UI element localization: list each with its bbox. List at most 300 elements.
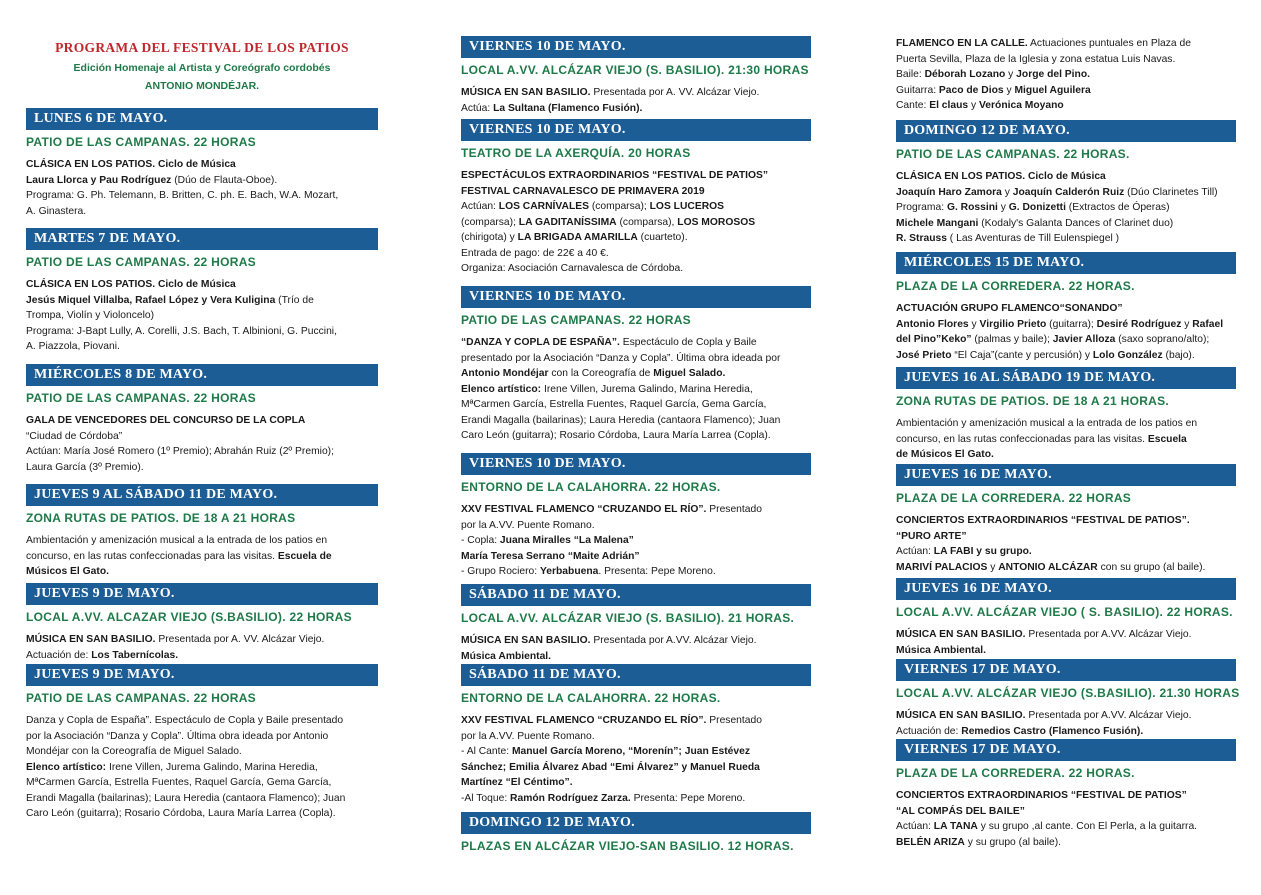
event-detail-line [461,428,811,444]
bold-text: XXV FESTIVAL FLAMENCO “CRUZANDO EL RÍO”. [461,715,707,726]
text: Espectáculo de Copla y Baile [619,337,757,348]
event-detail-line [26,775,378,791]
text: (comparsa), [616,216,678,228]
event-detail-line [26,564,378,580]
event-detail-line [896,67,1236,83]
event-detail-line [896,231,1236,247]
event-block [896,659,1240,739]
text: Presentada por A. VV. Alcázar Viejo. [155,634,325,645]
event-detail-line [26,806,378,822]
text: Actúan: [896,821,934,832]
event-date-header: JUEVES 16 AL SÁBADO 19 DE MAYO. [896,367,1236,389]
bold-text: Paco de Dios [938,84,1004,96]
event-detail-line [461,713,811,729]
event-venue: LOCAL A.VV. ALCÁZAR VIEJO (S.BASILIO). 21.30 HORAS [896,686,1240,700]
event-detail-line [461,246,811,262]
bold-text: MÚSICA EN SAN BASILIO. [896,710,1026,721]
bold-text: Antonio Flores [896,318,969,330]
text: y [997,202,1009,213]
event-detail-line [896,301,1236,317]
text: (cuarteto). [637,232,688,243]
event-block [896,367,1236,463]
text: (palmas y baile); [971,334,1053,345]
bold-text: del Pino”Keko” [896,334,972,345]
event-detail-line [26,429,378,445]
bold-text: Escuela [1147,433,1187,445]
text: Programa: J-Bapt Lully, A. Corelli, J.S. Bach, T. Albinioni, G. Puccini, [26,325,337,337]
event-detail-line [896,200,1236,216]
event-date-header: MIÉRCOLES 8 DE MAYO. [26,364,378,386]
event-detail-line [461,230,811,246]
text: Programa: [896,202,947,213]
bold-text: FLAMENCO EN LA CALLE. [896,38,1028,49]
event-date-header: MIÉRCOLES 15 DE MAYO. [896,252,1236,274]
event-detail-line [896,348,1236,364]
bold-text: La Sultana (Flamenco Fusión). [493,102,643,114]
event-detail-line [461,649,811,665]
event-detail-line [26,444,378,460]
bold-text: Yerbabuena [539,566,599,577]
bold-text: María Teresa Serrano “Maite Adrián” [461,550,640,562]
event-detail-line [26,413,378,429]
text: MªCarmen García, Estrella Fuentes, Raquel García, Gema García, [26,777,332,788]
event-date-header: JUEVES 9 DE MAYO. [26,664,378,686]
event-date-header: JUEVES 16 DE MAYO. [896,464,1236,486]
text: Presentada por A.VV. Alcázar Viejo. [1025,629,1192,640]
event-block [896,578,1236,658]
text: Danza y Copla de España”. Espectáculo de Copla y Baile presentado [26,715,344,726]
event-venue: ZONA RUTAS DE PATIOS. DE 18 A 21 HORAS. [896,394,1170,408]
event-detail-line [26,339,378,355]
event-detail-line [896,169,1236,185]
event-venue: PATIO DE LAS CAMPANAS. 22 HORAS [26,391,256,405]
bold-text: R. Strauss [896,233,947,244]
event-detail-line [461,791,811,807]
bold-text: Martínez “El Céntimo”. [461,777,573,788]
event-detail-line [461,518,811,534]
event-detail-line [26,293,378,309]
event-detail-line [896,804,1236,820]
event-detail-line [461,633,811,649]
event-block [26,484,378,580]
event-detail-line [26,648,378,664]
event-detail-line [896,52,1236,68]
text: por la A.VV. Puente Romano. [461,519,595,531]
bold-text: LA GADITANÍSSIMA [518,216,617,228]
text: Caro León (guitarra); Rosario Córdoba, Laura María Larrea (Copla). [461,430,771,441]
text: - Grupo Rociero: [461,566,540,577]
event-block [461,584,811,664]
text: (Extractos de Óperas) [1065,202,1170,213]
text: Irene Villen, Jurema Galindo, Marina Heredia, [541,383,753,395]
bold-text: Elenco artístico: [26,761,107,773]
text: concurso, en las rutas confeccionadas para las visitas. [26,550,278,562]
text: y [1003,84,1015,96]
event-block [896,252,1236,363]
bold-text: ACTUACIÓN GRUPO FLAMENCO“SONANDO” [896,303,1123,314]
event-detail-line [26,188,378,204]
event-venue: TEATRO DE LA AXERQUÍA. 20 HORAS [461,146,691,160]
event-venue: PATIO DE LAS CAMPANAS. 22 HORAS [461,313,691,327]
event-detail-line [461,85,811,101]
event-detail-line [461,549,811,565]
event-detail-line [896,708,1236,724]
bold-text: GALA DE VENCEDORES DEL CONCURSO DE LA COPLA [26,415,306,426]
event-detail-line [461,413,811,429]
event-detail-line [896,529,1236,545]
text: con su grupo (al baile). [1097,561,1206,573]
bold-text: Música Ambiental. [461,650,552,662]
text: Actúa: [461,102,494,114]
event-date-header: SÁBADO 11 DE MAYO. [461,584,811,606]
event-detail-line [26,308,378,324]
event-detail-line [896,627,1236,643]
bold-text: Lolo González [1092,349,1163,361]
event-detail-line [461,199,811,215]
event-detail-line [896,544,1236,560]
event-detail-line [26,549,378,565]
program-title-block [26,40,378,92]
event-date-header: MARTES 7 DE MAYO. [26,228,378,250]
event-venue: ZONA RUTAS DE PATIOS. DE 18 A 21 HORAS [26,511,296,525]
event-detail-line [896,819,1236,835]
text: -Al Toque: [461,792,511,804]
text: (Dúo de Flauta-Oboe). [171,174,278,186]
bold-text: XXV FESTIVAL FLAMENCO “CRUZANDO EL RÍO”. [461,504,707,515]
text: Presentado [706,504,762,515]
event-detail-line [896,835,1236,851]
bold-text: Jesús Miquel Villalba, Rafael López y Vera Kuligina [26,294,276,306]
bold-text: Virgilio Prieto [979,318,1047,330]
event-detail-line [26,204,378,220]
event-detail-line [896,560,1236,576]
text: concurso, en las rutas confeccionadas para las visitas. [896,433,1148,445]
bold-text: G. Rossini [946,202,998,213]
text: (chirigota) y [461,232,518,243]
bold-text: Michele Mangani [896,217,979,229]
text: Caro León (guitarra); Rosario Córdoba, Laura María Larrea (Copla). [26,808,336,819]
text: Actúan: [461,201,499,212]
bold-text: LOS MOROSOS [677,216,756,228]
event-detail-line [896,788,1236,804]
event-date-header: VIERNES 17 DE MAYO. [896,659,1236,681]
event-venue: ENTORNO DE LA CALAHORRA. 22 HORAS. [461,691,721,705]
event-detail-line [461,168,811,184]
event-block [461,812,811,861]
text: Presentado [706,715,762,726]
event-detail-line [26,533,378,549]
bold-text: Laura Llorca y Pau Rodríguez [26,174,172,186]
event-block [461,36,811,116]
text: Guitarra: [896,84,939,96]
event-block [896,464,1236,575]
bold-text: ESPECTÁCULOS EXTRAORDINARIOS “FESTIVAL DE PATIOS” [461,170,769,181]
text: Cante: [896,100,930,111]
text: Presenta: Pepe Moreno. [630,792,746,804]
text: Actúan: María José Romero (1º Premio); Abrahán Ruiz (2º Premio); [26,446,334,457]
bold-text: Sánchez; Emilia Álvarez Abad “Emi Álvarez” y Manuel Rueda [461,761,760,773]
bold-text: LA TANA [933,821,978,832]
text: - Copla: [461,535,500,546]
text: (bajo). [1162,349,1195,361]
event-detail-line [461,729,811,745]
bold-text: Joaquín Haro Zamora [896,186,1002,198]
event-detail-line [461,533,811,549]
event-venue: LOCAL A.VV. ALCÁZAR VIEJO (S. BASILIO). 21:30 HORAS [461,63,809,77]
text: Actuaciones puntuales en Plaza de [1027,38,1191,49]
bold-text: Escuela de [277,550,332,562]
text: Actúan: [896,546,934,557]
event-date-header: LUNES 6 DE MAYO. [26,108,378,130]
event-detail-line [461,351,811,367]
bold-text: Remedios Castro (Flamenco Fusión). [961,725,1144,737]
bold-text: LOS LUCEROS [649,201,725,212]
bold-text: Los Tabernícolas. [91,649,179,661]
bold-text: Rafael [1192,318,1224,330]
bold-text: Desiré Rodríguez [1096,318,1182,330]
text: Erandi Magalla (bailarinas); Laura Heredia (cantaora Flamenco); Juan [26,792,346,804]
event-detail-line [26,729,378,745]
text: (Trío de [275,294,314,306]
bold-text: LOS CARNÍVALES [498,201,589,212]
bold-text: ANTONIO ALCÁZAR [998,561,1098,573]
text: - Al Cante: [461,746,512,757]
text: y su grupo (al baile). [964,836,1061,848]
event-block [26,364,378,475]
event-detail-line [896,185,1236,201]
text: Puerta Sevilla, Plaza de la Iglesia y zona estatua Luis Navas. [896,53,1176,65]
event-detail-line [26,157,378,173]
bold-text: G. Donizetti [1008,202,1066,213]
bold-text: Miguel Salado. [653,368,726,379]
event-detail-line [26,324,378,340]
text: con la Coreografía de [548,368,654,379]
event-detail-line [461,744,811,760]
event-venue: LOCAL A.VV. ALCÁZAR VIEJO (S. BASILIO). 21 HORAS. [461,611,795,625]
event-block [461,453,811,580]
text: (comparsa); [461,216,519,228]
text: . Presenta: Pepe Moreno. [598,566,716,577]
program-honoree: ANTONIO MONDÉJAR. [144,80,260,92]
event-detail-line [26,277,378,293]
event-detail-line [461,366,811,382]
text: y [1005,69,1017,80]
bold-text: Verónica Moyano [979,100,1064,111]
event-block [26,664,378,822]
bold-text: “DANZA Y COPLA DE ESPAÑA”. [461,337,620,348]
event-block [896,739,1236,850]
text: presentado por la Asociación “Danza y Copla”. Última obra ideada por [461,352,781,364]
text: A. Ginastera. [26,205,87,217]
bold-text: Javier Alloza [1052,334,1116,345]
event-detail-line [461,382,811,398]
event-venue: PATIO DE LAS CAMPANAS. 22 HORAS [26,691,256,705]
text: Ambientación y amenización musical a la entrada de los patios en [26,535,328,546]
event-detail-line [896,332,1236,348]
bold-text: BELÉN ARIZA [896,836,965,848]
event-detail-line [896,447,1236,463]
event-detail-line [896,643,1236,659]
event-date-header: VIERNES 10 DE MAYO. [461,286,811,308]
event-detail-line [461,564,811,580]
event-venue: LOCAL A.VV. ALCAZAR VIEJO (S.BASILIO). 22 HORAS [26,610,352,624]
event-detail-line [461,261,811,277]
bold-text: Miguel Aguilera [1014,84,1091,96]
event-detail-line [896,83,1236,99]
text: Ambientación y amenización musical a la entrada de los patios en [896,418,1198,429]
bold-text: “AL COMPÁS DEL BAILE” [896,805,1025,817]
program-title: PROGRAMA DEL FESTIVAL DE LOS PATIOS [55,40,349,55]
bold-text: Antonio Mondéjar [461,368,549,379]
bold-text: El claus [929,100,969,111]
text: Erandi Magalla (bailarinas); Laura Heredia (cantaora Flamenco); Juan [461,414,781,426]
text: Presentada por A.VV. Alcázar Viejo. [590,635,757,646]
text: (comparsa); [588,201,650,212]
text: y [968,318,980,330]
event-detail-line [896,216,1236,232]
text: Mondéjar con la Coreografía de Miguel Salado. [26,746,242,757]
bold-text: CLÁSICA EN LOS PATIOS. Ciclo de Música [896,171,1106,182]
event-venue: PLAZA DE LA CORREDERA. 22 HORAS [896,491,1132,505]
bold-text: Manuel García Moreno, “Morenín”; Juan Estévez [511,746,750,757]
event-detail-line [896,98,1236,114]
event-detail-line [461,775,811,791]
event-date-header: SÁBADO 11 DE MAYO. [461,664,811,686]
event-detail-line [26,744,378,760]
text: y [1181,318,1193,330]
event-venue: LOCAL A.VV. ALCÁZAR VIEJO ( S. BASILIO). 22 HORAS. [896,605,1233,619]
text: Laura García (3º Premio). [26,461,144,473]
text: y su grupo ,al cante. Con El Perla, a la guitarra. [977,821,1198,832]
event-venue: PATIO DE LAS CAMPANAS. 22 HORAS [26,255,256,269]
bold-text: José Prieto [896,349,952,361]
text: Organiza: Asociación Carnavalesca de Córdoba. [461,263,684,274]
event-detail-line [461,760,811,776]
bold-text: Músicos El Gato. [26,566,109,577]
text: Actuación de: [896,725,962,737]
bold-text: “PURO ARTE” [896,530,967,542]
bold-text: Déborah Lozano [924,69,1006,80]
event-venue: PLAZA DE LA CORREDERA. 22 HORAS. [896,279,1135,293]
event-date-header: VIERNES 17 DE MAYO. [896,739,1236,761]
text: MªCarmen García, Estrella Fuentes, Raquel García, Gema García, [461,399,767,410]
text: y [1001,186,1013,198]
event-detail-line [896,36,1236,52]
event-date-header: VIERNES 10 DE MAYO. [461,36,811,58]
program-subtitle: Edición Homenaje al Artista y Coreógrafo cordobés [73,62,331,74]
event-detail-line [461,397,811,413]
event-detail-line [26,760,378,776]
event-venue: PATIO DE LAS CAMPANAS. 22 HORAS. [896,147,1130,161]
bold-text: CLÁSICA EN LOS PATIOS. Ciclo de Música [26,279,236,290]
event-date-header: JUEVES 16 DE MAYO. [896,578,1236,600]
text: y [968,100,979,111]
text: (guitarra); [1046,318,1097,330]
event-date-header: DOMINGO 12 DE MAYO. [896,120,1236,142]
event-block [461,664,811,806]
text: (Kodaly's Galanta Dances of Clarinet duo) [978,217,1174,229]
text: Presentada por A. VV. Alcázar Viejo. [590,87,760,98]
event-block [26,583,378,663]
bold-text: Elenco artístico: [461,383,542,395]
text: Programa: G. Ph. Telemann, B. Britten, C. ph. E. Bach, W.A. Mozart, [26,190,339,201]
bold-text: Ramón Rodríguez Zarza. [510,792,631,804]
event-date-header: DOMINGO 12 DE MAYO. [461,812,811,834]
bold-text: LA BRIGADA AMARILLA [517,232,638,243]
event-block [896,36,1236,114]
event-date-header: JUEVES 9 AL SÁBADO 11 DE MAYO. [26,484,378,506]
bold-text: LA FABI y su grupo. [933,546,1032,557]
text: (Dúo Clarinetes Till) [1124,186,1218,198]
text: (saxo soprano/alto); [1115,334,1210,345]
text: “Ciudad de Córdoba” [26,430,123,442]
event-detail-line [896,724,1236,740]
event-block [896,120,1236,247]
event-detail-line [26,713,378,729]
event-detail-line [461,502,811,518]
event-detail-line [26,460,378,476]
text: “El Caja”(cante y percusión) y [951,349,1093,361]
event-block [26,108,378,219]
bold-text: MARIVÍ PALACIOS [896,561,988,573]
text: Trompa, Violín y Violoncelo) [26,310,155,321]
text: Baile: [896,69,925,80]
text: Actuación de: [26,649,92,661]
event-venue: PLAZA DE LA CORREDERA. 22 HORAS. [896,766,1135,780]
bold-text: CONCIERTOS EXTRAORDINARIOS “FESTIVAL DE PATIOS”. [896,515,1190,526]
event-detail-line [26,632,378,648]
text: ( Las Aventuras de Till Eulenspiegel ) [946,233,1120,244]
bold-text: CLÁSICA EN LOS PATIOS. Ciclo de Música [26,159,236,170]
event-detail-line [461,215,811,231]
bold-text: MÚSICA EN SAN BASILIO. [461,87,591,98]
bold-text: MÚSICA EN SAN BASILIO. [26,634,156,645]
text: Entrada de pago: de 22€ a 40 €. [461,247,609,259]
text: Presentada por A.VV. Alcázar Viejo. [1025,710,1192,721]
bold-text: MÚSICA EN SAN BASILIO. [461,635,591,646]
event-block [26,228,378,355]
bold-text: FESTIVAL CARNAVALESCO DE PRIMAVERA 2019 [461,185,705,197]
text: por la A.VV. Puente Romano. [461,730,595,742]
event-detail-line [461,335,811,351]
event-date-header: VIERNES 10 DE MAYO. [461,453,811,475]
text: por la Asociación “Danza y Copla”. Última obra ideada por Antonio [26,730,329,742]
event-detail-line [896,513,1236,529]
event-detail-line [26,173,378,189]
bold-text: MÚSICA EN SAN BASILIO. [896,629,1026,640]
event-date-header: VIERNES 10 DE MAYO. [461,119,811,141]
text: y [987,561,999,573]
event-block [461,286,811,444]
event-detail-line [896,416,1236,432]
bold-text: Música Ambiental. [896,644,987,656]
event-date-header: JUEVES 9 DE MAYO. [26,583,378,605]
bold-text: Juana Miralles “La Malena” [499,535,634,546]
event-detail-line [896,432,1236,448]
bold-text: Jorge del Pino. [1016,69,1090,80]
text: A. Piazzola, Piovani. [26,341,120,352]
event-venue: PLAZAS EN ALCÁZAR VIEJO-SAN BASILIO. 12 HORAS. [461,839,794,853]
event-venue: PATIO DE LAS CAMPANAS. 22 HORAS [26,135,256,149]
bold-text: CONCIERTOS EXTRAORDINARIOS “FESTIVAL DE PATIOS” [896,790,1187,801]
event-detail-line [461,184,811,200]
event-venue: ENTORNO DE LA CALAHORRA. 22 HORAS. [461,480,721,494]
event-detail-line [896,317,1236,333]
event-block [461,119,811,277]
bold-text: Joaquín Calderón Ruiz [1012,186,1125,198]
text: Irene Villen, Jurema Galindo, Marina Heredia, [106,761,318,773]
bold-text: de Músicos El Gato. [896,449,994,460]
